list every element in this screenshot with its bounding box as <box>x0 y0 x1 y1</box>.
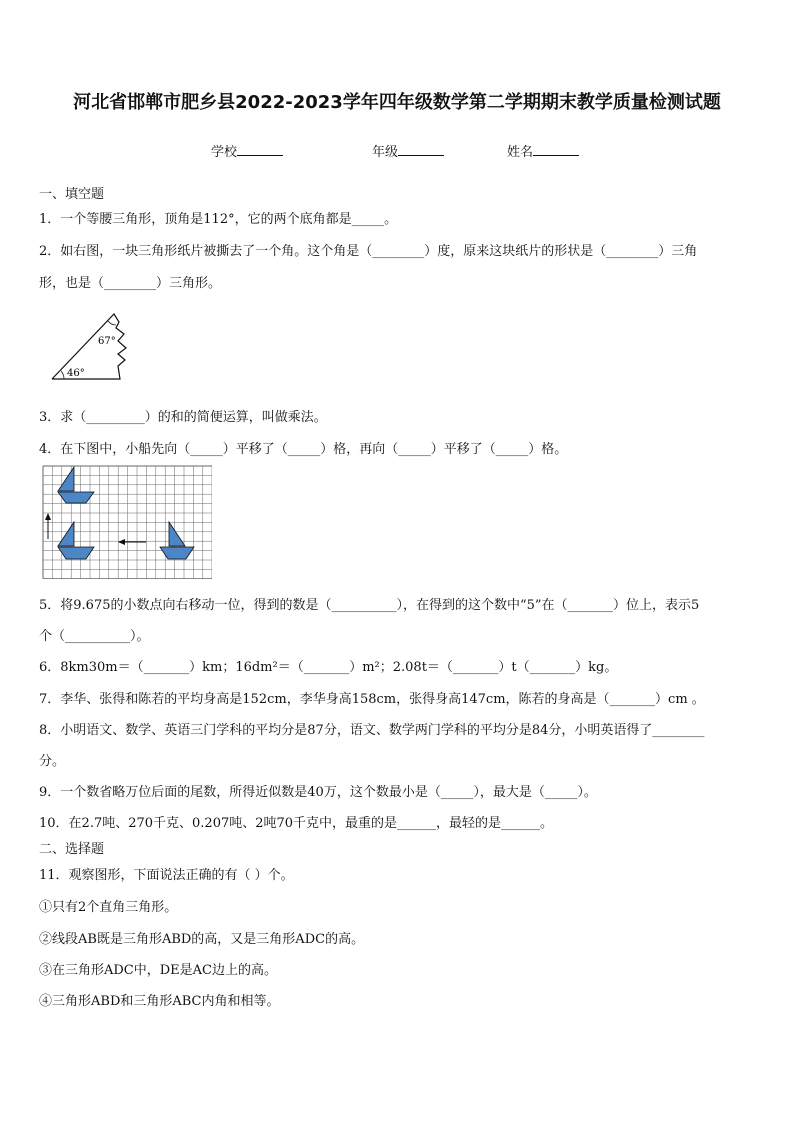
angle-arc-left <box>61 371 64 379</box>
question-10: 10．在2.7吨、270千克、0.207吨、2吨70千克中，最重的是______，最轻的是______。 <box>39 816 554 831</box>
name-field <box>507 141 579 160</box>
torn-triangle-figure <box>46 308 136 383</box>
boat-bottom-left <box>58 522 94 559</box>
section-fill-blank-heading: 一、填空题 <box>39 187 105 202</box>
question-11: 11．观察图形，下面说法正确的有（ ）个。 <box>39 868 294 883</box>
question-1: 1．一个等腰三角形，顶角是112°，它的两个底角都是_____。 <box>39 212 398 227</box>
section-choice-heading: 二、选择题 <box>39 842 105 857</box>
boat-grid-figure <box>42 465 212 579</box>
option-3: ③在三角形ADC中，DE是AC边上的高。 <box>39 963 278 978</box>
boat-bottom-left-hull <box>58 547 94 559</box>
option-1: ①只有2个直角三角形。 <box>39 900 178 915</box>
grade-label: 年级 <box>372 145 399 160</box>
grade-field <box>372 141 444 160</box>
arrow-left <box>118 539 146 545</box>
school-field <box>211 141 283 160</box>
angle-arc-top <box>108 321 116 325</box>
document-title: 河北省邯郸市肥乡县2022-2023学年四年级数学第二学期期末教学质量检测试题 <box>73 92 721 113</box>
question-8-line1: 8．小明语文、数学、英语三门学科的平均分是87分，语文、数学两门学科的平均分是84分，小明英语得了________ <box>39 723 705 738</box>
question-8-line2: 分。 <box>39 754 66 769</box>
grade-blank[interactable] <box>398 143 444 156</box>
angle-label-left: 46° <box>67 368 85 379</box>
angle-label-top: 67° <box>98 336 116 347</box>
question-2-line1: 2．如右图，一块三角形纸片被撕去了一个角。这个角是（________）度，原来这块纸片的形状是（________）三角 <box>39 244 698 259</box>
option-4: ④三角形ABD和三角形ABC内角和相等。 <box>39 994 280 1009</box>
option-2: ②线段AB既是三角形ABD的高，又是三角形ADC的高。 <box>39 932 365 947</box>
school-blank[interactable] <box>237 143 283 156</box>
question-3: 3．求（_________）的和的简便运算，叫做乘法。 <box>39 410 327 425</box>
question-5-line2: 个（__________）。 <box>39 629 150 644</box>
school-label: 学校 <box>211 145 238 160</box>
boat-right-sail <box>169 522 185 546</box>
question-4: 4．在下图中，小船先向（_____）平移了（_____）格，再向（_____）平移了（_____）格。 <box>39 442 568 457</box>
question-7: 7．李华、张得和陈若的平均身高是152cm，李华身高158cm，张得身高147cm，陈若的身高是（_______）cm 。 <box>39 692 705 707</box>
question-6: 6．8km30m＝（_______）km；16dm²＝（_______）m²；2.08t＝（_______）t（_______）kg。 <box>39 660 618 675</box>
boat-bottom-left-sail <box>58 522 74 546</box>
name-label: 姓名 <box>507 145 534 160</box>
name-blank[interactable] <box>533 143 579 156</box>
arrow-up <box>45 513 51 539</box>
boat-top-hull <box>58 492 94 503</box>
question-9: 9．一个数省略万位后面的尾数，所得近似数是40万，这个数最小是（_____），最大是（_____）。 <box>39 785 597 800</box>
question-2-line2: 形，也是（________）三角形。 <box>39 276 222 291</box>
question-5-line1: 5．将9.675的小数点向右移动一位，得到的数是（__________），在得到的这个数中“5”在（_______）位上，表示5 <box>39 598 700 613</box>
boat-top-sail <box>58 467 74 491</box>
